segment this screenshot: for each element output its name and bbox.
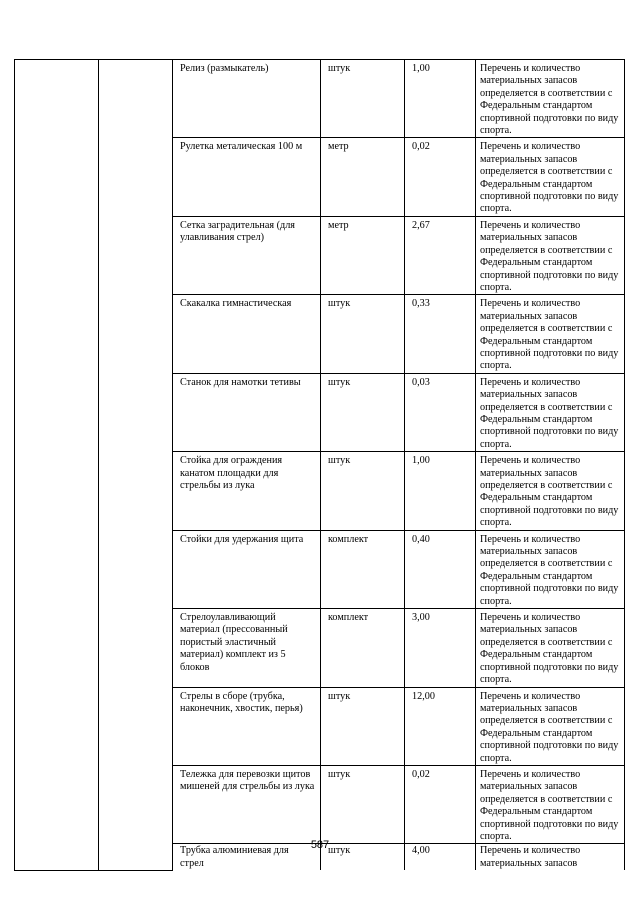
note-cell: Перечень и количество материальных запасов определяется в соответствии с Федеральным стандартом спортивной подготовки по виду спорта.	[476, 216, 625, 294]
item-name-cell: Сетка заградительная (для улавливания стрел)	[173, 216, 321, 294]
unit-cell: штук	[321, 844, 405, 870]
unit-cell: штук	[321, 765, 405, 843]
note-cell: Перечень и количество материальных запасов определяется в соответствии с Федеральным стандартом спортивной подготовки по виду спорта.	[476, 60, 625, 138]
item-name-cell: Скакалка гимнастическая	[173, 295, 321, 373]
item-name-cell: Стрелы в сборе (трубка, наконечник, хвостик, перья)	[173, 687, 321, 765]
note-cell: Перечень и количество материальных запасов определяется в соответствии с Федеральным стандартом спортивной подготовки по виду спорта.	[476, 452, 625, 530]
quantity-cell: 0,40	[405, 530, 476, 608]
unit-cell: штук	[321, 295, 405, 373]
item-name-cell: Трубка алюминиевая для стрел	[173, 844, 321, 870]
quantity-cell: 0,02	[405, 765, 476, 843]
table-row	[15, 60, 625, 138]
unit-cell: комплект	[321, 609, 405, 687]
unit-cell: штук	[321, 687, 405, 765]
empty-column-cell	[15, 60, 99, 871]
quantity-cell: 1,00	[405, 60, 476, 138]
note-cell: Перечень и количество материальных запасов определяется в соответствии с Федеральным стандартом спортивной подготовки по виду спорта.	[476, 609, 625, 687]
item-name-cell: Стойка для ограждения канатом площадки для стрельбы из лука	[173, 452, 321, 530]
note-cell: Перечень и количество материальных запасов определяется в соответствии с Федеральным стандартом спортивной подготовки по виду спорта.	[476, 295, 625, 373]
item-name-cell: Стрелоулавливающий материал (прессованный пористый эластичный материал) комплект из 5 блоков	[173, 609, 321, 687]
note-cell: Перечень и количество материальных запасов определяется в соответствии с Федеральным стандартом спортивной подготовки по виду спорта.	[476, 138, 625, 216]
unit-cell: метр	[321, 216, 405, 294]
quantity-cell: 0,33	[405, 295, 476, 373]
unit-cell: комплект	[321, 530, 405, 608]
quantity-cell: 1,00	[405, 452, 476, 530]
note-cell: Перечень и количество материальных запасов	[476, 844, 625, 870]
note-cell: Перечень и количество материальных запасов определяется в соответствии с Федеральным стандартом спортивной подготовки по виду спорта.	[476, 687, 625, 765]
empty-column-cell	[99, 60, 173, 871]
unit-cell: штук	[321, 60, 405, 138]
quantity-cell: 3,00	[405, 609, 476, 687]
unit-cell: метр	[321, 138, 405, 216]
note-cell: Перечень и количество материальных запасов определяется в соответствии с Федеральным стандартом спортивной подготовки по виду спорта.	[476, 373, 625, 451]
item-name-cell: Рулетка металическая 100 м	[173, 138, 321, 216]
item-name-cell: Тележка для перевозки щитов мишеней для стрельбы из лука	[173, 765, 321, 843]
quantity-cell: 0,02	[405, 138, 476, 216]
quantity-cell: 2,67	[405, 216, 476, 294]
item-name-cell: Станок для намотки тетивы	[173, 373, 321, 451]
page-number: 587	[310, 839, 330, 851]
note-cell: Перечень и количество материальных запасов определяется в соответствии с Федеральным стандартом спортивной подготовки по виду спорта.	[476, 530, 625, 608]
item-name-cell: Релиз (размыкатель)	[173, 60, 321, 138]
quantity-cell: 12,00	[405, 687, 476, 765]
item-name-cell: Стойки для удержания щита	[173, 530, 321, 608]
unit-cell: штук	[321, 373, 405, 451]
materials-table	[14, 59, 625, 871]
quantity-cell: 0,03	[405, 373, 476, 451]
quantity-cell: 4,00	[405, 844, 476, 870]
note-cell: Перечень и количество материальных запасов определяется в соответствии с Федеральным стандартом спортивной подготовки по виду спорта.	[476, 765, 625, 843]
unit-cell: штук	[321, 452, 405, 530]
